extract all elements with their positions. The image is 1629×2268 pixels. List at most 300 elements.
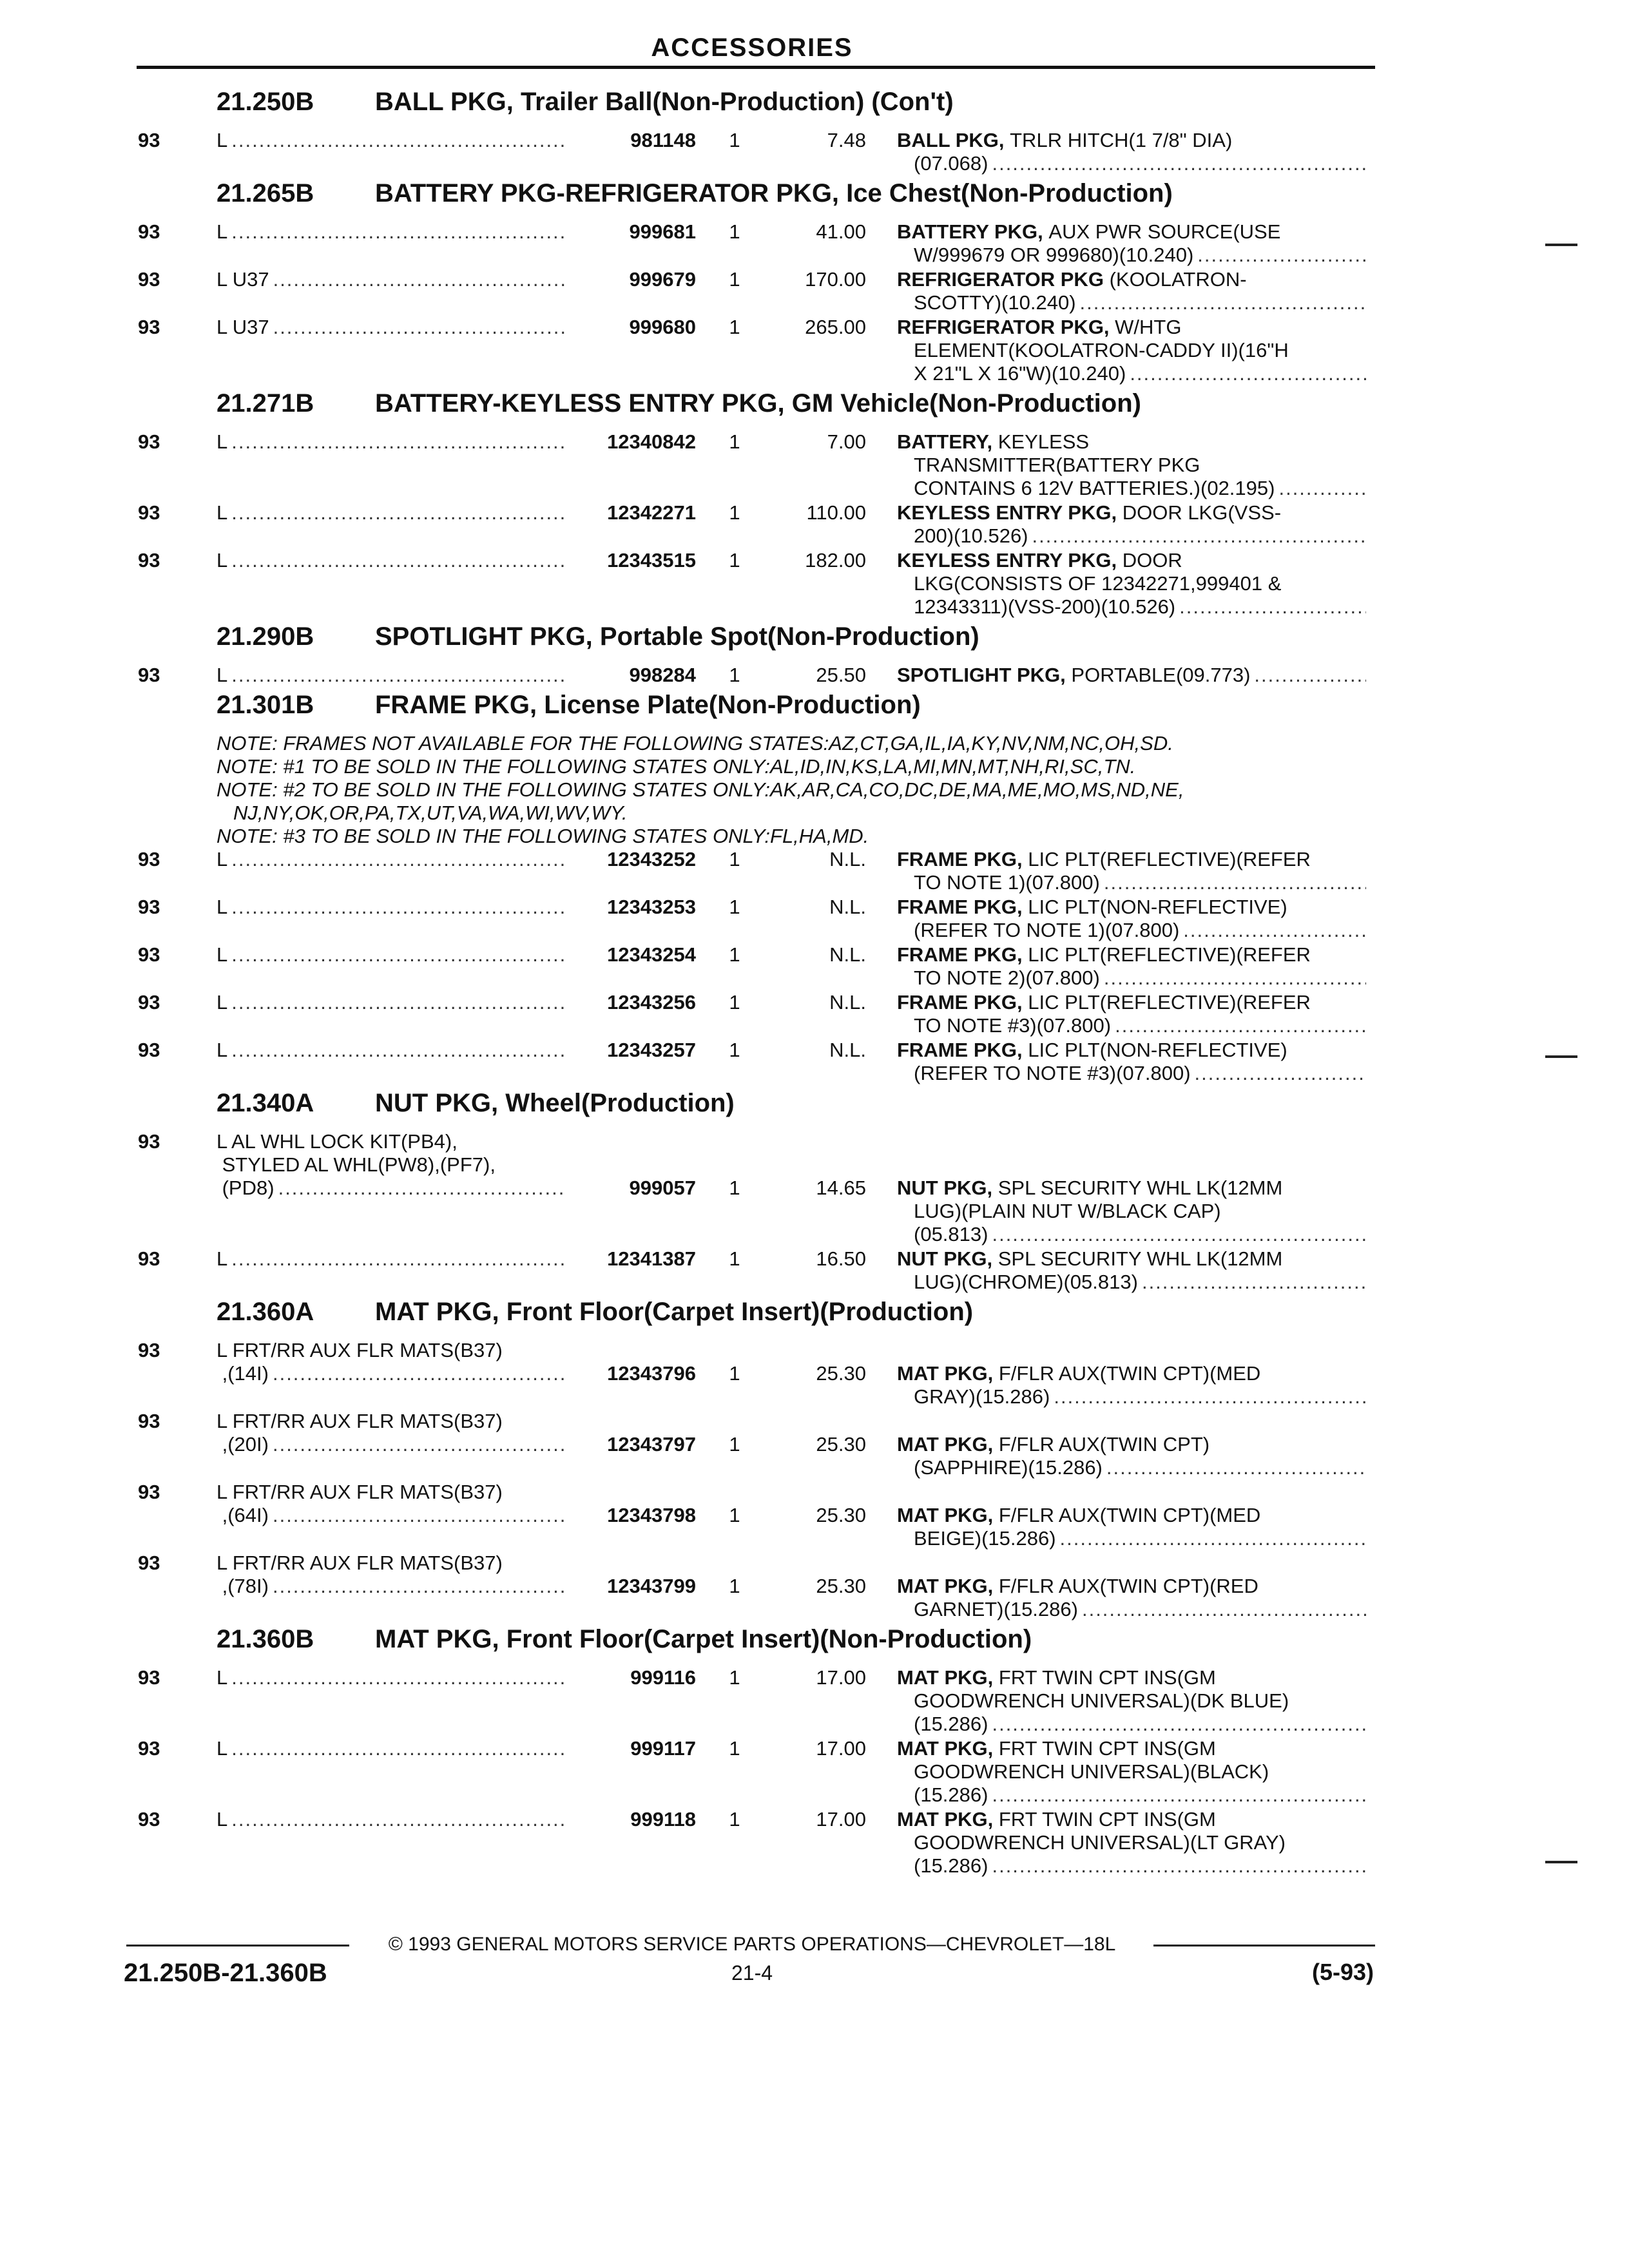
description-text: TO NOTE #3)(07.800) (914, 1014, 1112, 1037)
quantity: 1 (729, 268, 740, 291)
quantity: 1 (729, 664, 740, 686)
description-column (897, 1666, 1366, 1736)
source-text: L (217, 848, 228, 870)
dot-leader (231, 1808, 564, 1831)
source-text: ,(20I) (217, 1433, 269, 1456)
source-column (217, 1666, 564, 1689)
description-text: FRT TWIN CPT INS(GM (998, 1666, 1216, 1689)
quantity: 1 (729, 943, 740, 966)
part-row (0, 943, 1629, 991)
section-header (0, 177, 1629, 220)
description-column (897, 1177, 1366, 1246)
section-note (0, 778, 1629, 802)
section-title: SPOTLIGHT PKG, Portable Spot(Non-Production) (375, 622, 979, 651)
unit-price: 25.30 (816, 1504, 866, 1526)
model-year: 93 (138, 896, 160, 918)
description-text: LIC PLT(REFLECTIVE)(REFER (1028, 848, 1311, 870)
quantity: 1 (729, 1433, 740, 1456)
part-number: 999057 (629, 1177, 696, 1199)
note-text: NJ,NY,OK,OR,PA,TX,UT,VA,WA,WI,WV,WY. (233, 802, 628, 824)
part-row (0, 549, 1629, 620)
part-number: 12343253 (607, 896, 696, 918)
source-text: L (217, 1039, 228, 1061)
model-year: 93 (138, 220, 160, 243)
description-name: KEYLESS ENTRY PKG, (897, 501, 1117, 524)
part-number: 12343796 (607, 1362, 696, 1385)
section-header (0, 85, 1629, 129)
model-year: 93 (138, 1339, 160, 1361)
section-number: 21.360A (217, 1298, 314, 1326)
description-name: BATTERY, (897, 430, 993, 453)
description-name: SPOTLIGHT PKG, (897, 664, 1066, 686)
description-text: (REFER TO NOTE 1)(07.800) (914, 919, 1180, 941)
unit-price: 7.48 (827, 129, 866, 151)
section-number: 21.340A (217, 1089, 314, 1117)
section-title: BATTERY PKG-REFRIGERATOR PKG, Ice Chest(Non-Production) (375, 179, 1173, 207)
dot-leader (273, 1433, 564, 1456)
edge-mark (1545, 1055, 1577, 1058)
description-column (897, 501, 1366, 548)
description-text: TRLR HITCH(1 7/8" DIA) (1010, 129, 1233, 151)
description-text: (SAPPHIRE)(15.286) (914, 1456, 1103, 1479)
description-name: REFRIGERATOR PKG, (897, 316, 1110, 338)
section-number: 21.250B (217, 88, 314, 116)
section-title: FRAME PKG, License Plate(Non-Production) (375, 691, 921, 719)
source-column (217, 1552, 564, 1598)
dot-leader (231, 991, 564, 1014)
part-row (0, 1339, 1629, 1410)
part-number: 12343797 (607, 1433, 696, 1456)
model-year: 93 (138, 1666, 160, 1689)
model-year: 93 (138, 1552, 160, 1574)
unit-price: N.L. (829, 896, 866, 918)
part-number: 12343515 (607, 549, 696, 572)
note-text: NOTE: FRAMES NOT AVAILABLE FOR THE FOLLOWING STATES:AZ,CT,GA,IL,IA,KY,NV,NM,NC,OH,SD. (217, 732, 1173, 754)
quantity: 1 (729, 1504, 740, 1526)
unit-price: 41.00 (816, 220, 866, 243)
model-year: 93 (138, 549, 160, 572)
quantity: 1 (729, 1247, 740, 1270)
description-column (897, 1504, 1366, 1550)
source-text: L (217, 1808, 228, 1831)
source-column (217, 1039, 564, 1062)
description-column (897, 991, 1366, 1037)
part-row (0, 1039, 1629, 1086)
description-column (897, 1737, 1366, 1807)
description-column (897, 1433, 1366, 1479)
dot-leader (231, 549, 564, 572)
source-text: STYLED AL WHL(PW8),(PF7), (217, 1153, 496, 1176)
section-title: BALL PKG, Trailer Ball(Non-Production) (Con't) (375, 88, 954, 116)
section-header (0, 1622, 1629, 1666)
section-number: 21.290B (217, 622, 314, 651)
note-text: NOTE: #2 TO BE SOLD IN THE FOLLOWING STATES ONLY:AK,AR,CA,CO,DC,DE,MA,ME,MO,MS,ND,NE, (217, 778, 1184, 801)
source-text: (PD8) (217, 1177, 275, 1199)
dot-leader (1060, 1527, 1366, 1550)
catalog-content (0, 85, 1629, 1879)
source-column (217, 1339, 564, 1385)
description-text: W/999679 OR 999680)(10.240) (914, 244, 1194, 266)
footer-rule-right (1153, 1945, 1375, 1946)
edge-mark (1545, 1861, 1577, 1863)
model-year: 93 (138, 848, 160, 870)
source-text: L (217, 1247, 228, 1270)
part-row (0, 129, 1629, 177)
quantity: 1 (729, 1666, 740, 1689)
quantity: 1 (729, 848, 740, 870)
description-text: PORTABLE(09.773) (1071, 664, 1251, 686)
description-text: (05.813) (914, 1223, 988, 1245)
part-row (0, 848, 1629, 896)
part-row (0, 268, 1629, 316)
part-row (0, 1808, 1629, 1879)
model-year: 93 (138, 1130, 160, 1153)
dot-leader (1195, 1062, 1366, 1085)
description-column (897, 1575, 1366, 1621)
model-year: 93 (138, 1410, 160, 1432)
description-text: TRANSMITTER(BATTERY PKG (914, 454, 1200, 476)
header-rule (137, 66, 1375, 69)
quantity: 1 (729, 1362, 740, 1385)
description-text: FRT TWIN CPT INS(GM (998, 1808, 1216, 1831)
edge-mark (1545, 244, 1577, 246)
description-name: BATTERY PKG, (897, 220, 1043, 243)
footer-page-number: 21-4 (731, 1961, 773, 1984)
section-header (0, 688, 1629, 732)
description-text: 200)(10.526) (914, 524, 1028, 547)
footer-section-range: 21.250B-21.360B (124, 1959, 327, 1987)
source-column (217, 1130, 564, 1200)
source-text: L (217, 1737, 228, 1760)
description-text: X 21"L X 16"W)(10.240) (914, 362, 1126, 385)
description-text: SCOTTY)(10.240) (914, 291, 1076, 314)
dot-leader (231, 1039, 564, 1062)
dot-leader (273, 316, 564, 339)
part-row (0, 1247, 1629, 1295)
description-text: (REFER TO NOTE #3)(07.800) (914, 1062, 1191, 1084)
description-text: F/FLR AUX(TWIN CPT)(RED (998, 1575, 1258, 1597)
description-name: FRAME PKG, (897, 1039, 1023, 1061)
source-column (217, 1808, 564, 1831)
model-year: 93 (138, 664, 160, 686)
unit-price: 14.65 (816, 1177, 866, 1199)
source-column (217, 896, 564, 919)
section-note (0, 755, 1629, 778)
description-text: TO NOTE 2)(07.800) (914, 966, 1100, 989)
description-name: MAT PKG, (897, 1808, 994, 1831)
source-text: ,(14I) (217, 1362, 269, 1385)
dot-leader (231, 943, 564, 966)
description-text: DOOR (1122, 549, 1182, 572)
part-number: 999116 (630, 1666, 696, 1689)
unit-price: 265.00 (805, 316, 866, 338)
unit-price: N.L. (829, 991, 866, 1014)
description-column (897, 943, 1366, 990)
unit-price: 17.00 (816, 1666, 866, 1689)
part-number: 12341387 (607, 1247, 696, 1270)
quantity: 1 (729, 1575, 740, 1597)
description-column (897, 268, 1366, 314)
unit-price: 110.00 (806, 501, 866, 524)
description-column (897, 896, 1366, 942)
part-row (0, 501, 1629, 549)
source-column (217, 501, 564, 524)
part-number: 12343254 (607, 943, 696, 966)
dot-leader (1032, 524, 1366, 548)
model-year: 93 (138, 129, 160, 151)
description-text: LIC PLT(REFLECTIVE)(REFER (1028, 991, 1311, 1014)
dot-leader (992, 1223, 1366, 1246)
source-text: L (217, 991, 228, 1014)
part-row (0, 1410, 1629, 1481)
section-number: 21.265B (217, 179, 314, 207)
part-row (0, 220, 1629, 268)
part-row (0, 1666, 1629, 1737)
note-text: NOTE: #1 TO BE SOLD IN THE FOLLOWING STATES ONLY:AL,ID,IN,KS,LA,MI,MN,MT,NH,RI,SC,TN. (217, 755, 1136, 778)
part-number: 12343798 (607, 1504, 696, 1526)
description-text: LIC PLT(NON-REFLECTIVE) (1028, 896, 1287, 918)
section-note (0, 802, 1629, 825)
part-number: 999118 (630, 1808, 696, 1831)
dot-leader (231, 1666, 564, 1689)
unit-price: 16.50 (816, 1247, 866, 1270)
dot-leader (992, 152, 1366, 175)
source-column (217, 268, 564, 291)
source-text: L U37 (217, 268, 269, 291)
source-text: L FRT/RR AUX FLR MATS(B37) (217, 1481, 503, 1503)
dot-leader (231, 1247, 564, 1271)
quantity: 1 (729, 430, 740, 453)
description-text: F/FLR AUX(TWIN CPT) (998, 1433, 1210, 1456)
dot-leader (992, 1854, 1366, 1878)
description-text: CONTAINS 6 12V BATTERIES.)(02.195) (914, 477, 1275, 499)
dot-leader (273, 1575, 564, 1598)
description-name: MAT PKG, (897, 1737, 994, 1760)
dot-leader (1142, 1271, 1366, 1294)
model-year: 93 (138, 1481, 160, 1503)
description-column (897, 220, 1366, 267)
description-text: LUG)(CHROME)(05.813) (914, 1271, 1138, 1293)
unit-price: N.L. (829, 1039, 866, 1061)
unit-price: 25.30 (816, 1575, 866, 1597)
description-column (897, 549, 1366, 619)
quantity: 1 (729, 991, 740, 1014)
section-number: 21.271B (217, 389, 314, 418)
source-text: L AL WHL LOCK KIT(PB4), (217, 1130, 458, 1153)
section-title: BATTERY-KEYLESS ENTRY PKG, GM Vehicle(Non-Production) (375, 389, 1141, 418)
description-text: LIC PLT(REFLECTIVE)(REFER (1028, 943, 1311, 966)
source-text: ,(78I) (217, 1575, 269, 1597)
description-name: FRAME PKG, (897, 896, 1023, 918)
section-header (0, 1295, 1629, 1339)
description-column (897, 430, 1366, 500)
part-number: 981148 (630, 129, 696, 151)
part-row (0, 991, 1629, 1039)
dot-leader (231, 1737, 564, 1760)
source-column (217, 1410, 564, 1456)
source-column (217, 991, 564, 1014)
source-text: L (217, 664, 228, 686)
description-column (897, 1247, 1366, 1294)
dot-leader (231, 848, 564, 871)
description-name: BALL PKG, (897, 129, 1005, 151)
dot-leader (231, 220, 564, 244)
unit-price: 17.00 (816, 1808, 866, 1831)
section-header (0, 1086, 1629, 1130)
description-name: MAT PKG, (897, 1575, 994, 1597)
part-row (0, 316, 1629, 387)
dot-leader (231, 664, 564, 687)
description-column (897, 1039, 1366, 1085)
description-name: MAT PKG, (897, 1362, 994, 1385)
source-column (217, 220, 564, 244)
part-row (0, 896, 1629, 943)
part-row (0, 1481, 1629, 1552)
description-name: FRAME PKG, (897, 848, 1023, 870)
description-text: F/FLR AUX(TWIN CPT)(MED (998, 1504, 1261, 1526)
description-text: AUX PWR SOURCE(USE (1048, 220, 1281, 243)
part-number: 999679 (629, 268, 696, 291)
dot-leader (1179, 595, 1366, 619)
quantity: 1 (729, 1808, 740, 1831)
source-text: L (217, 549, 228, 572)
dot-leader (1104, 871, 1366, 894)
dot-leader (1278, 477, 1366, 500)
model-year: 93 (138, 268, 160, 291)
source-column (217, 1481, 564, 1527)
section-number: 21.360B (217, 1625, 314, 1653)
source-text: L (217, 1666, 228, 1689)
description-text: FRT TWIN CPT INS(GM (998, 1737, 1216, 1760)
description-name: FRAME PKG, (897, 943, 1023, 966)
dot-leader (231, 501, 564, 524)
dot-leader (1183, 919, 1366, 942)
source-column (217, 1737, 564, 1760)
source-column (217, 549, 564, 572)
section-title: NUT PKG, Wheel(Production) (375, 1089, 735, 1117)
part-number: 12343257 (607, 1039, 696, 1061)
source-column (217, 943, 564, 966)
description-name: MAT PKG, (897, 1504, 994, 1526)
section-note (0, 825, 1629, 848)
unit-price: N.L. (829, 848, 866, 870)
description-column (897, 1808, 1366, 1878)
part-row (0, 664, 1629, 688)
description-column (897, 316, 1366, 385)
part-number: 12343799 (607, 1575, 696, 1597)
model-year: 93 (138, 1247, 160, 1270)
description-text: TO NOTE 1)(07.800) (914, 871, 1100, 894)
description-text: LKG(CONSISTS OF 12342271,999401 & (914, 572, 1282, 595)
part-row (0, 1130, 1629, 1247)
dot-leader (231, 430, 564, 454)
source-column (217, 1247, 564, 1271)
model-year: 93 (138, 1039, 160, 1061)
source-text: ,(64I) (217, 1504, 269, 1526)
quantity: 1 (729, 549, 740, 572)
dot-leader (273, 1362, 564, 1385)
quantity: 1 (729, 501, 740, 524)
description-name: NUT PKG, (897, 1177, 993, 1199)
part-row (0, 430, 1629, 501)
model-year: 93 (138, 1737, 160, 1760)
dot-leader (1130, 362, 1366, 385)
description-text: ELEMENT(KOOLATRON-CADDY II)(16"H (914, 339, 1289, 361)
source-column (217, 129, 564, 152)
description-name: MAT PKG, (897, 1666, 994, 1689)
dot-leader (273, 1504, 564, 1527)
model-year: 93 (138, 316, 160, 338)
unit-price: 7.00 (827, 430, 866, 453)
model-year: 93 (138, 991, 160, 1014)
section-number: 21.301B (217, 691, 314, 719)
part-row (0, 1737, 1629, 1808)
source-text: L (217, 896, 228, 918)
section-header (0, 387, 1629, 430)
description-text: BEIGE)(15.286) (914, 1527, 1056, 1550)
description-name: MAT PKG, (897, 1433, 994, 1456)
dot-leader (1104, 966, 1366, 990)
note-text: NOTE: #3 TO BE SOLD IN THE FOLLOWING STATES ONLY:FL,HA,MD. (217, 825, 869, 847)
description-text: (15.286) (914, 1854, 988, 1877)
source-text: L FRT/RR AUX FLR MATS(B37) (217, 1410, 503, 1432)
description-text: (07.068) (914, 152, 988, 175)
source-column (217, 316, 564, 339)
part-number: 12343256 (607, 991, 696, 1014)
section-note (0, 732, 1629, 755)
section-header (0, 620, 1629, 664)
source-text: L (217, 220, 228, 243)
source-text: L (217, 129, 228, 151)
dot-leader (231, 896, 564, 919)
description-text: 12343311)(VSS-200)(10.526) (914, 595, 1176, 618)
description-name: REFRIGERATOR PKG (897, 268, 1104, 291)
dot-leader (278, 1177, 564, 1200)
description-column (897, 848, 1366, 894)
source-column (217, 430, 564, 454)
footer-copyright: © 1993 GENERAL MOTORS SERVICE PARTS OPERATIONS—CHEVROLET—18L (388, 1934, 1116, 1955)
source-text: L (217, 430, 228, 453)
part-number: 12342271 (607, 501, 696, 524)
description-name: NUT PKG, (897, 1247, 993, 1270)
description-text: SPL SECURITY WHL LK(12MM (998, 1247, 1283, 1270)
description-text: GOODWRENCH UNIVERSAL)(LT GRAY) (914, 1831, 1286, 1854)
dot-leader (1080, 291, 1366, 314)
description-text: F/FLR AUX(TWIN CPT)(MED (998, 1362, 1261, 1385)
model-year: 93 (138, 430, 160, 453)
source-column (217, 664, 564, 687)
description-text: GOODWRENCH UNIVERSAL)(DK BLUE) (914, 1689, 1289, 1712)
source-text: L U37 (217, 316, 269, 338)
dot-leader (1054, 1385, 1366, 1408)
description-text: GOODWRENCH UNIVERSAL)(BLACK) (914, 1760, 1269, 1783)
quantity: 1 (729, 1737, 740, 1760)
dot-leader (1106, 1456, 1366, 1479)
description-text: LIC PLT(NON-REFLECTIVE) (1028, 1039, 1287, 1061)
source-column (217, 848, 564, 871)
part-number: 999680 (629, 316, 696, 338)
dot-leader (273, 268, 564, 291)
section-title: MAT PKG, Front Floor(Carpet Insert)(Production) (375, 1298, 974, 1326)
quantity: 1 (729, 129, 740, 151)
dot-leader (1115, 1014, 1366, 1037)
source-text: L (217, 501, 228, 524)
model-year: 93 (138, 943, 160, 966)
description-text: W/HTG (1115, 316, 1182, 338)
section-title: MAT PKG, Front Floor(Carpet Insert)(Non-Production) (375, 1625, 1032, 1653)
dot-leader (1082, 1598, 1366, 1621)
part-number: 999117 (630, 1737, 696, 1760)
